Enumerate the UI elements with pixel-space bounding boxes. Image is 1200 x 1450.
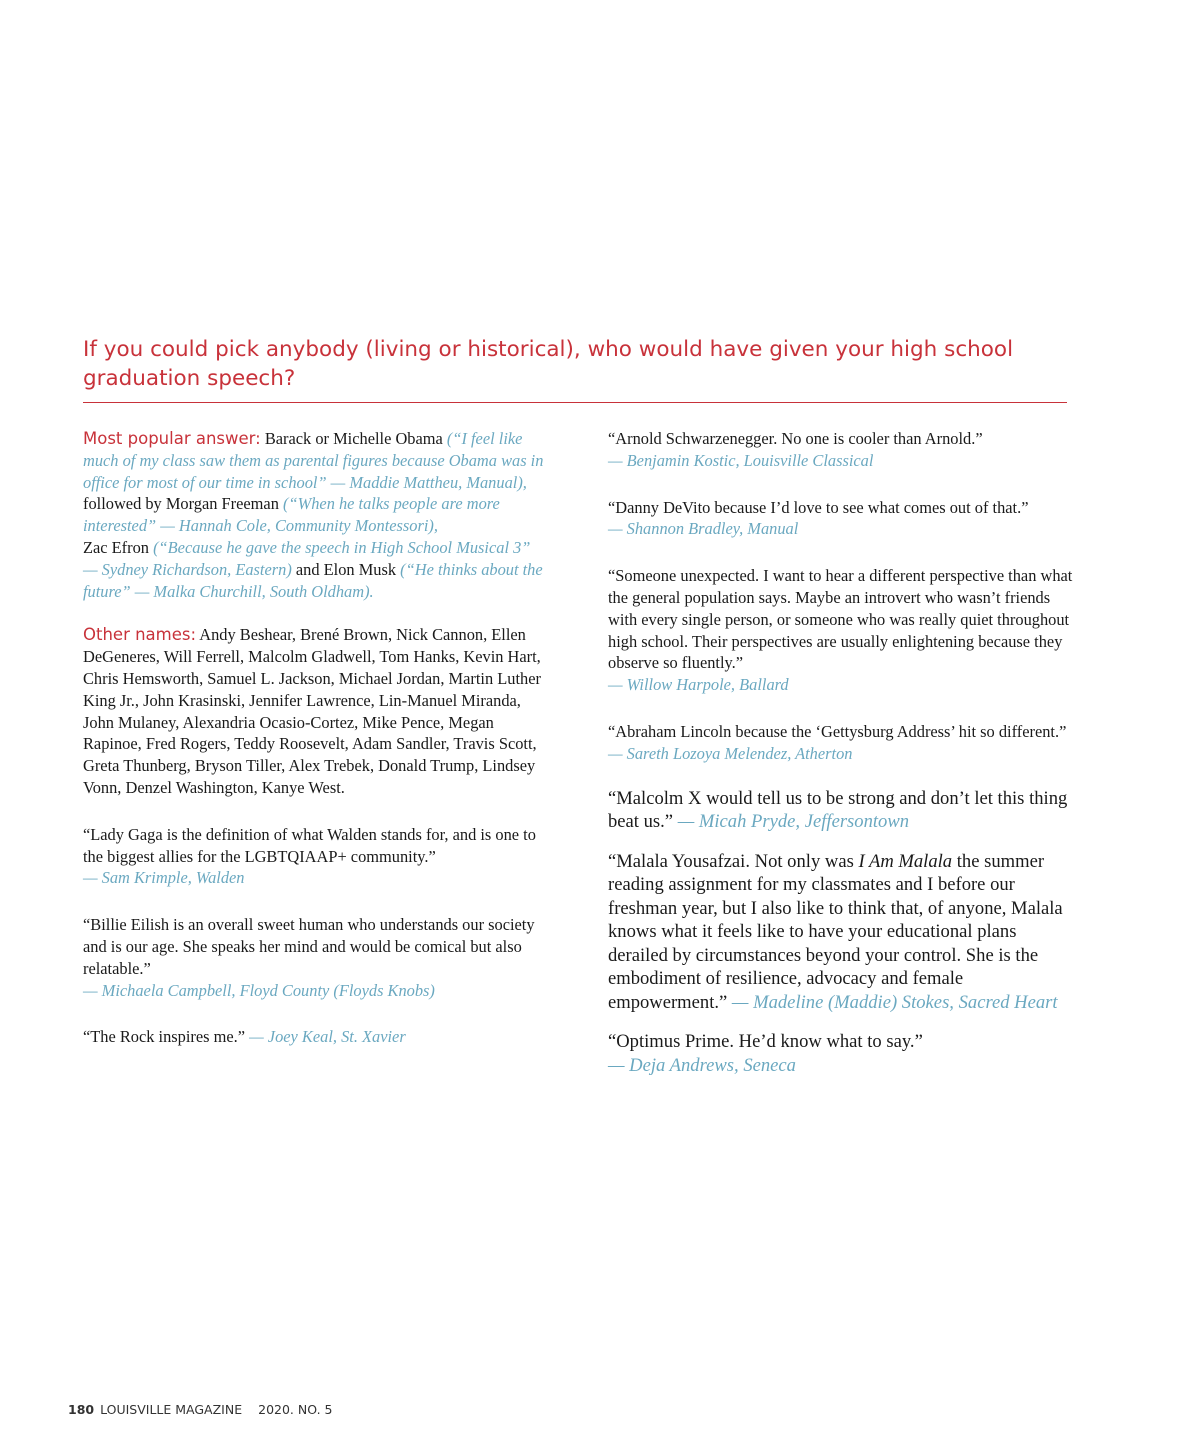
quote-gaga (83, 824, 548, 889)
popular-answer-paragraph (83, 428, 548, 602)
quote-attribution: — Sareth Lozoya Melendez, Atherton (608, 743, 853, 763)
other-names-label: Other names: (83, 625, 197, 645)
popular-text-2: followed by Morgan Freeman (83, 494, 283, 514)
quote-attribution: — Shannon Bradley, Manual (608, 519, 799, 539)
quote-optimus (608, 1030, 1073, 1077)
popular-text-4: and Elon Musk (291, 559, 401, 579)
left-column (83, 428, 548, 1048)
page-number: 180 (68, 1402, 95, 1417)
right-column (608, 428, 1073, 1077)
quote-unexpected (608, 565, 1073, 696)
quote-text: “Optimus Prime. He’d know what to say.” (608, 1031, 923, 1053)
other-names-paragraph (83, 624, 548, 798)
quote-malcolm (608, 787, 1073, 834)
quote-attribution: — Deja Andrews, Seneca (608, 1054, 796, 1076)
quote-attribution: — Sam Krimple, Walden (83, 868, 245, 888)
quote-malala (608, 850, 1073, 1015)
quote-text: “Malcolm X would tell us to be strong and don’t let this thing beat us.” (608, 787, 1068, 833)
popular-attribution-1: (“I feel like much of my class saw them as parental figures because Obama was in office for most of our time in school” — Maddie Mattheu, Manual), (83, 429, 544, 492)
quote-text: “Lady Gaga is the definition of what Walden stands for, and is one to the biggest allies for the LGBTQIAAP+ community.” (83, 824, 536, 866)
quote-text: “Malala Yousafzai. Not only was (608, 850, 859, 872)
quote-eilish (83, 914, 548, 1001)
quote-attribution: — Micah Pryde, Jeffersontown (677, 811, 910, 833)
popular-text-3: Zac Efron (83, 537, 154, 557)
other-names-list: Andy Beshear, Brené Brown, Nick Cannon, Ellen DeGeneres, Will Ferrell, Malcolm Gladwell, Tom Hanks, Kevin Hart, Chris Hemsworth, Samuel L. Jackson, Michael Jordan, Martin Luther King Jr., John Krasinski, Jennifer Lawrence, Lin-Manuel Miranda, John Mulaney, Alexandria Ocasio-Cortez, Mike Pence, Megan Rapinoe, Fred Rogers, Teddy Roosevelt, Adam Sandler, Travis Scott, Greta Thunberg, Bryson Tiller, Alex Trebek, Donald Trump, Lindsey Vonn, Denzel Washington, Kanye West. (83, 625, 541, 797)
quote-text: “Someone unexpected. I want to hear a different perspective than what the general population says. Maybe an introvert who wasn’t friends with every single person, or someone who was really quiet throughout high school. Their perspectives are usually enlightening because they observe so fluently.” (608, 566, 1073, 673)
magazine-name: LOUISVILLE MAGAZINE (100, 1402, 243, 1417)
quote-attribution: — Madeline (Maddie) Stokes, Sacred Heart (731, 991, 1058, 1013)
issue-number: 2020. NO. 5 (258, 1402, 333, 1417)
quote-attribution: — Willow Harpole, Ballard (608, 675, 789, 695)
popular-attribution-4: (“He thinks about the future” — Malka Churchill, South Oldham). (83, 559, 543, 601)
quote-devito (608, 497, 1073, 541)
quote-rock (83, 1026, 548, 1048)
quote-schwarzenegger (608, 428, 1073, 472)
heading-rule (83, 402, 1067, 403)
quote-text: “Billie Eilish is an overall sweet human who understands our society and is our age. She speaks her mind and would be comical but also relatable.” (83, 915, 535, 978)
popular-text-1: Barack or Michelle Obama (260, 429, 447, 448)
quote-attribution: — Benjamin Kostic, Louisville Classical (608, 450, 874, 470)
quote-text: the summer reading assignment for my classmates and I before our freshman year, but I also like to think that, of anyone, Malala knows what it feels like to have your educational plans derailed by circumstances beyond your control. She is the embodiment of resilience, advocacy and female empowerment.” (608, 850, 1063, 1013)
book-title: I Am Malala (858, 850, 953, 872)
popular-attribution-3: (“Because he gave the speech in High School Musical 3” — Sydney Richardson, Eastern) (83, 537, 531, 579)
quote-text: “Abraham Lincoln because the ‘Gettysburg Address’ hit so different.” (608, 721, 1067, 741)
quote-text: “Arnold Schwarzenegger. No one is cooler than Arnold.” (608, 429, 983, 448)
page-footer (68, 1402, 332, 1417)
popular-attribution-2: (“When he talks people are more interested” — Hannah Cole, Community Montessori), (83, 494, 500, 536)
popular-answer-label: Most popular answer: (83, 429, 261, 448)
large-quotes (608, 787, 1073, 1078)
quote-text: “The Rock inspires me.” (83, 1027, 250, 1047)
quote-lincoln (608, 721, 1073, 765)
quote-attribution: — Joey Keal, St. Xavier (249, 1027, 406, 1047)
quote-text: “Danny DeVito because I’d love to see what comes out of that.” (608, 497, 1029, 517)
quote-attribution: — Michaela Campbell, Floyd County (Floyds Knobs) (83, 980, 435, 1000)
page-heading: If you could pick anybody (living or historical), who would have given your high school graduation speech? (83, 337, 1014, 391)
